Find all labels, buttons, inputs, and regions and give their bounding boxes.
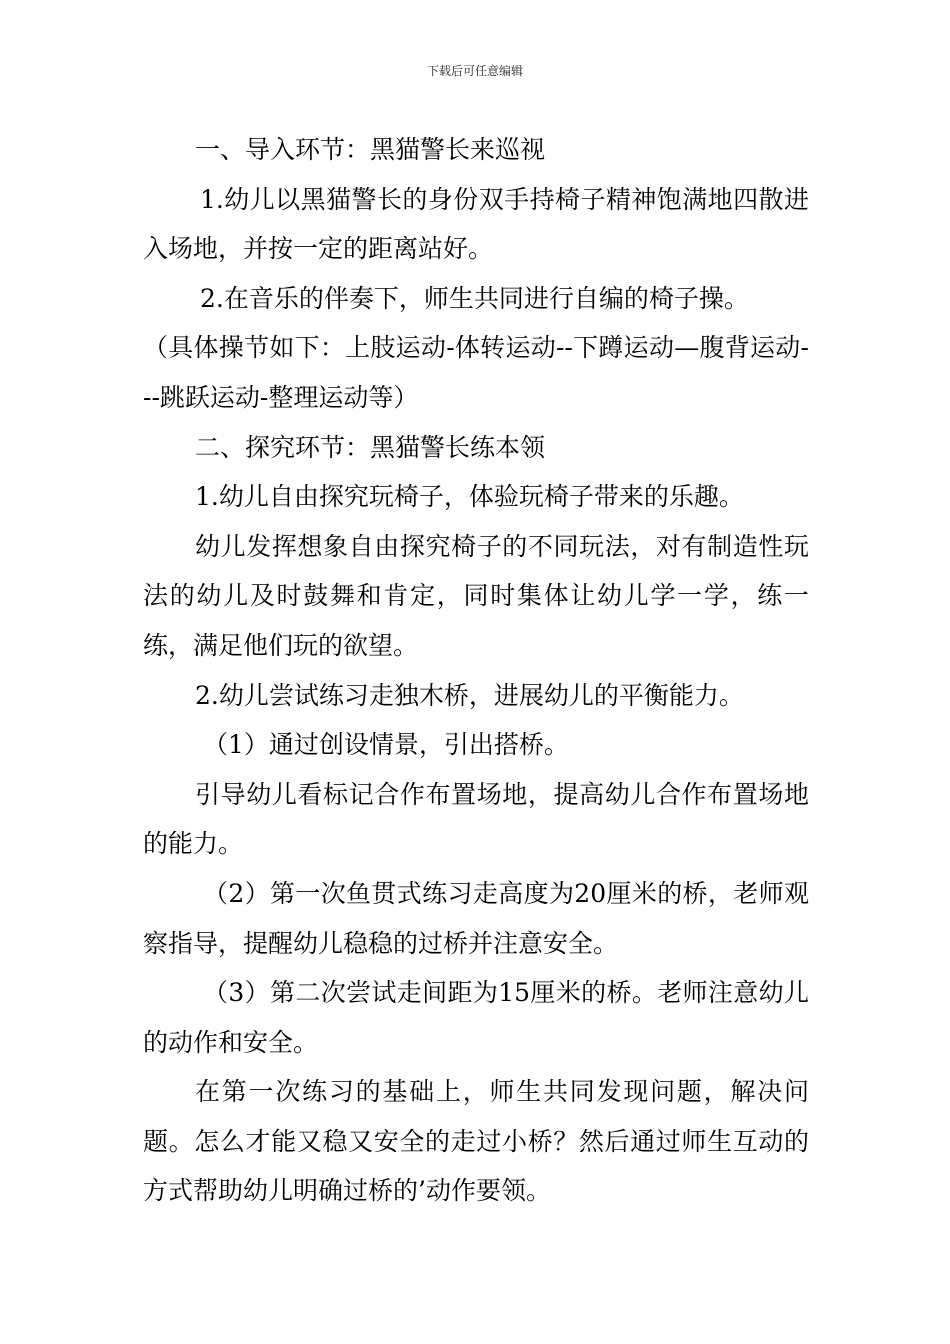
paragraph: 2.在音乐的伴奏下，师生共同进行自编的椅子操。 — [200, 283, 749, 313]
paragraph: 1.幼儿自由探究玩椅子，体验玩椅子带来的乐趣。 — [195, 482, 744, 512]
paragraph: （2）第一次鱼贯式练习走高度为20厘米的桥，老师观察指导，提醒幼儿稳稳的过桥并注意安全。 — [143, 878, 809, 958]
paragraph: （具体操节如下：上肢运动-体转运动--下蹲运动—腹背运动---跳跃运动-整理运动等） — [143, 333, 809, 412]
paragraph: 引导幼儿看标记合作布置场地，提高幼儿合作布置场地的能力。 — [143, 779, 809, 859]
section-heading: 一、导入环节：黑猫警长来巡视 — [195, 135, 546, 164]
document-body — [143, 125, 809, 1216]
paragraph: （1）通过创设情景，引出搭桥。 — [203, 730, 569, 760]
section-heading: 二、探究环节：黑猫警长练本领 — [195, 432, 546, 462]
paragraph: 2.幼儿尝试练习走独木桥，进展幼儿的平衡能力。 — [195, 680, 744, 710]
paragraph: 在第一次练习的基础上，师生共同发现问题，解决问题。怎么才能又稳又安全的走过小桥？然后通过师生互动的方式帮助幼儿明确过桥的’动作要领。 — [143, 1077, 809, 1206]
paragraph: 1.幼儿以黑猫警长的身份双手持椅子精神饱满地四散进入场地，并按一定的距离站好。 — [143, 184, 809, 264]
page-header: 下载后可任意编辑 — [426, 64, 523, 78]
paragraph: （3）第二次尝试走间距为15厘米的桥。老师注意幼儿的动作和安全。 — [143, 978, 809, 1057]
paragraph: 幼儿发挥想象自由探究椅子的不同玩法，对有制造性玩法的幼儿及时鼓舞和肯定，同时集体让幼儿学一学，练一练，满足他们玩的欲望。 — [143, 531, 809, 660]
